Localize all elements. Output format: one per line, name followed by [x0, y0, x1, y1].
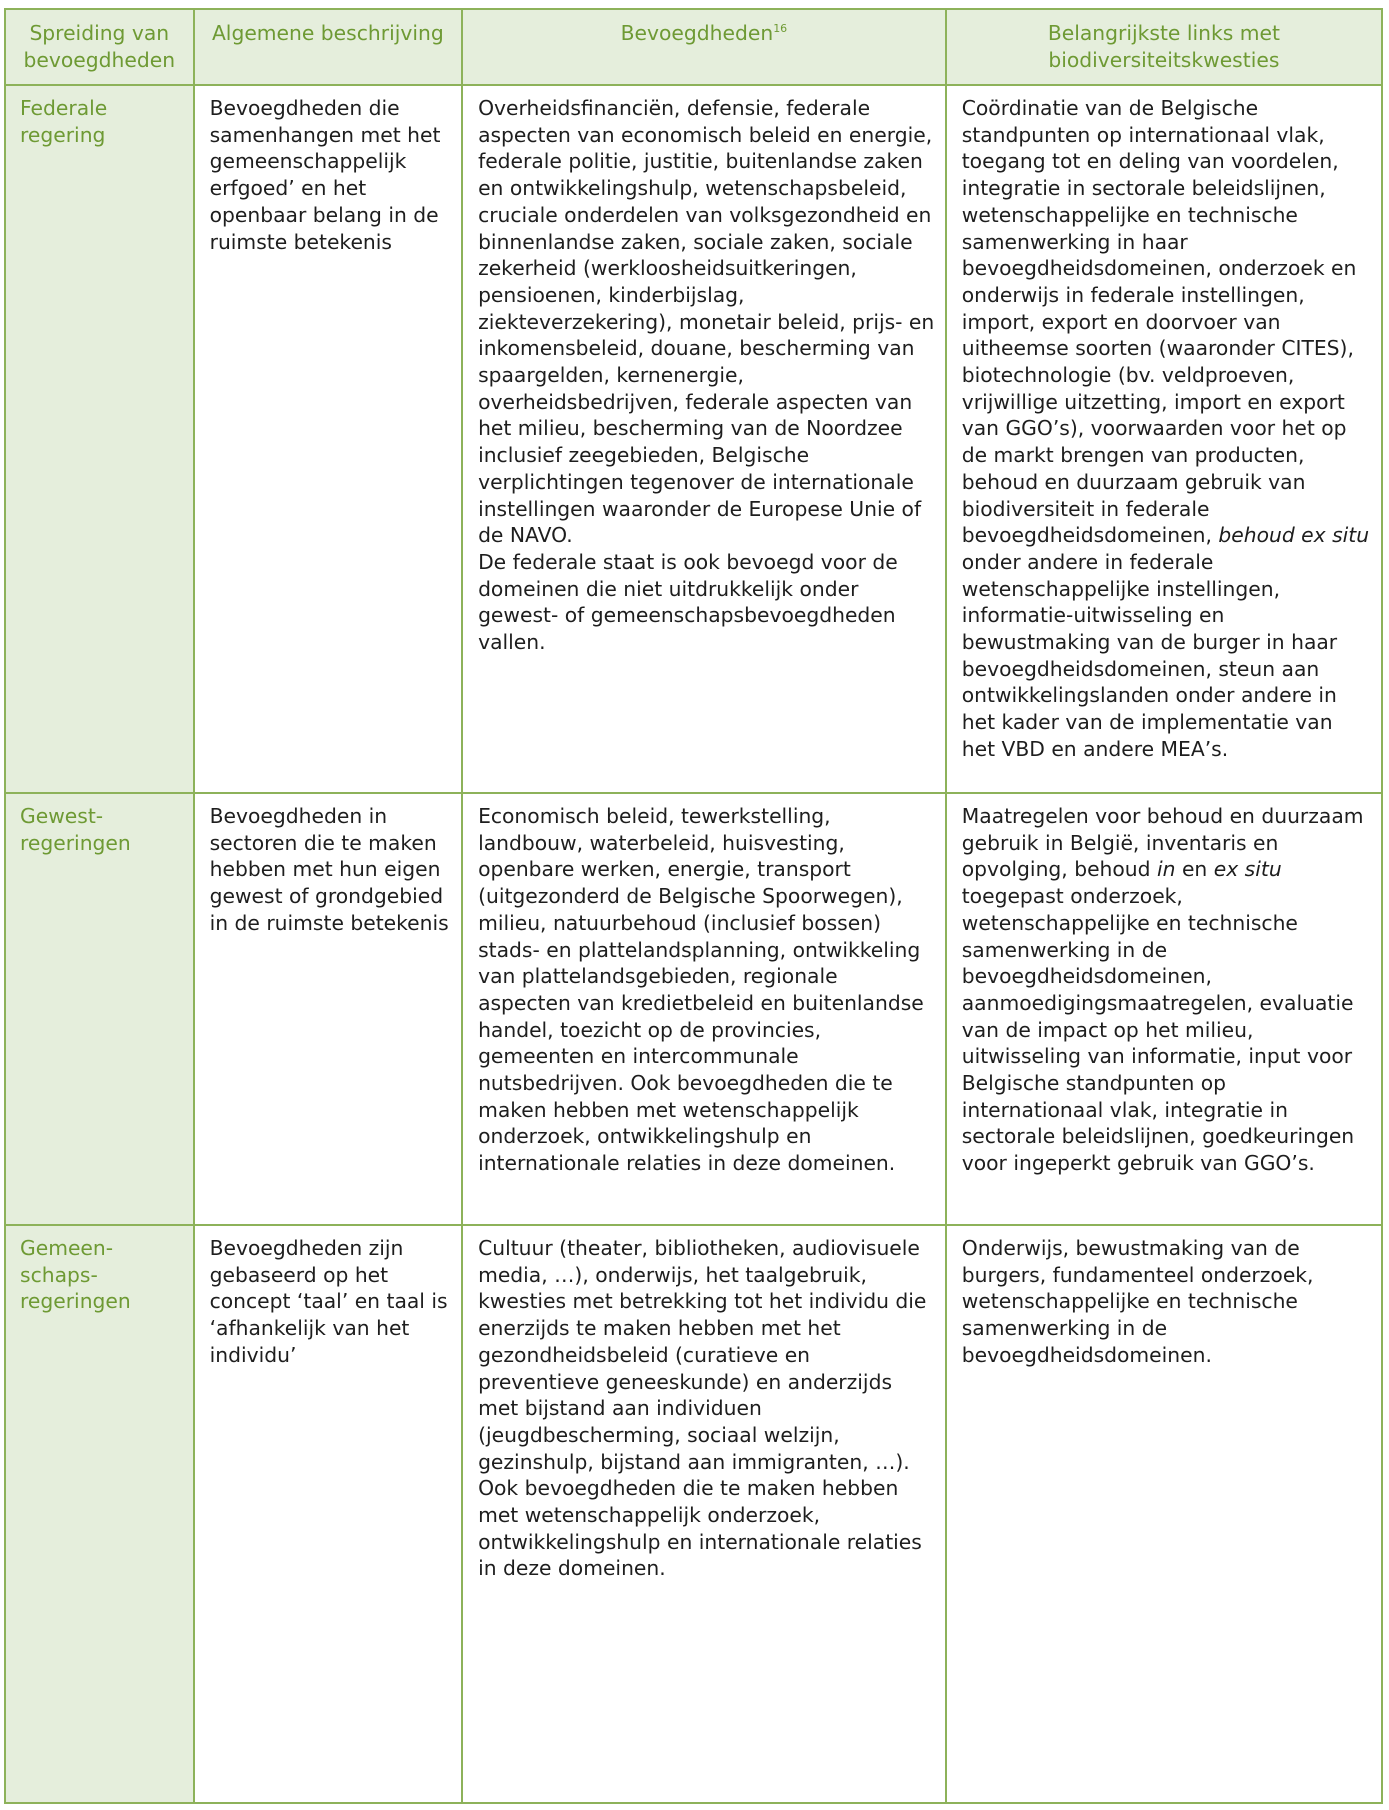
- table-row-regional: [5, 793, 1382, 1225]
- description-regional: Bevoegdheden in sectoren die te maken hebben met hun eigen gewest of grondgebied in de ruimste betekenis: [194, 793, 462, 1225]
- footnote-ref: 16: [773, 22, 788, 36]
- links-federal: Coördinatie van de Belgische standpunten op internationaal vlak, toegang tot en deling van voordelen, integratie in sectorale beleidslijnen, wetenschappelijke en technische samenwerking in haar bevoegdheidsdomeinen, onderzoek en onderwijs in federale instellingen, import, export en doorvoer van uitheemse soorten (waaronder CITES), biotechnologie (bv. veldproeven, vrijwillige uitzetting, import en export van GGO’s), voorwaarden voor het op de markt brengen van producten, behoud en duurzaam gebruik van biodiversiteit in federale bevoegdheidsdomeinen, behoud ex situ onder andere in federale wetenschappelijke instellingen, informatie-uitwisseling en bewustmaking van de burger in haar bevoegdheidsdomeinen, steun aan ontwikkelingslanden onder andere in het kader van de implementatie van het VBD en andere MEA’s.: [946, 85, 1382, 793]
- table-row-community: [5, 1225, 1382, 1803]
- description-federal: Bevoegdheden die samenhangen met het gemeenschappelijk erfgoed’ en het openbaar belang in de ruimste betekenis: [194, 85, 462, 793]
- header-row: [5, 9, 1382, 85]
- competences-table: [4, 8, 1383, 1804]
- description-community: Bevoegdheden zijn gebaseerd op het concept ‘taal’ en taal is ‘afhankelijk van het individu’: [194, 1225, 462, 1803]
- header-description: Algemene beschrijving: [194, 9, 462, 85]
- header-distribution: Spreiding van bevoegdheden: [5, 9, 194, 85]
- level-federal: Federale regering: [5, 85, 194, 793]
- header-competences: Bevoegdheden$^{16}$: [462, 9, 946, 85]
- competences-regional: Economisch beleid, tewerkstelling, landbouw, waterbeleid, huisvesting, openbare werken, energie, transport (uitgezonderd de Belgische Spoorwegen), milieu, natuurbehoud (inclusief bossen) stads- en plattelandsplanning, ontwikkeling van plattelandsgebieden, regionale aspecten van kredietbeleid en buitenlandse handel, toezicht op de provincies, gemeenten en intercommunale nutsbedrijven. Ook bevoegdheden die te maken hebben met wetenschappelijk onderzoek, ontwikkelingshulp en internationale relaties in deze domeinen.: [462, 793, 946, 1225]
- competences-federal: Overheidsfinanciën, defensie, federale aspecten van economisch beleid en energie, federale politie, justitie, buitenlandse zaken en ontwikkelingshulp, wetenschapsbeleid, cruciale onderdelen van volksgezondheid en binnenlandse zaken, sociale zaken, sociale zekerheid (werkloosheidsuitkeringen, pensioenen, kinderbijslag, ziekteverzekering), monetair beleid, prijs- en inkomensbeleid, douane, bescherming van spaargelden, kernenergie, overheidsbedrijven, federale aspecten van het milieu, bescherming van de Noordzee inclusief zeegebieden, Belgische verplichtingen tegenover de internationale instellingen waaronder de Europese Unie of de NAVO. De federale staat is ook bevoegd voor de domeinen die niet uitdrukkelijk onder gewest- of gemeenschapsbevoegdheden vallen.: [462, 85, 946, 793]
- links-community: Onderwijs, bewustmaking van de burgers, fundamenteel onderzoek, wetenschappelijke en technische samenwerking in de bevoegdheidsdomeinen.: [946, 1225, 1382, 1803]
- level-community: Gemeen-schaps-regeringen: [5, 1225, 194, 1803]
- header-biodiversity-links: Belangrijkste links met biodiversiteitskwesties: [946, 9, 1382, 85]
- links-regional: Maatregelen voor behoud en duurzaam gebruik in België, inventaris en opvolging, behoud in en ex situ toegepast onderzoek, wetenschappelijke en technische samenwerking in de bevoegdheidsdomeinen, aanmoedigingsmaatregelen, evaluatie van de impact op het milieu, uitwisseling van informatie, input voor Belgische standpunten op internationaal vlak, integratie in sectorale beleidslijnen, goedkeuringen voor ingeperkt gebruik van GGO’s.: [946, 793, 1382, 1225]
- competences-community: Cultuur (theater, bibliotheken, audiovisuele media, …), onderwijs, het taalgebruik, kwesties met betrekking tot het individu die enerzijds te maken hebben met het gezondheidsbeleid (curatieve en preventieve geneeskunde) en anderzijds met bijstand aan individuen (jeugdbescherming, sociaal welzijn, gezinshulp, bijstand aan immigranten, …). Ook bevoegdheden die te maken hebben met wetenschappelijk onderzoek, ontwikkelingshulp en internationale relaties in deze domeinen.: [462, 1225, 946, 1803]
- level-regional: Gewest-regeringen: [5, 793, 194, 1225]
- table-row-federal: [5, 85, 1382, 793]
